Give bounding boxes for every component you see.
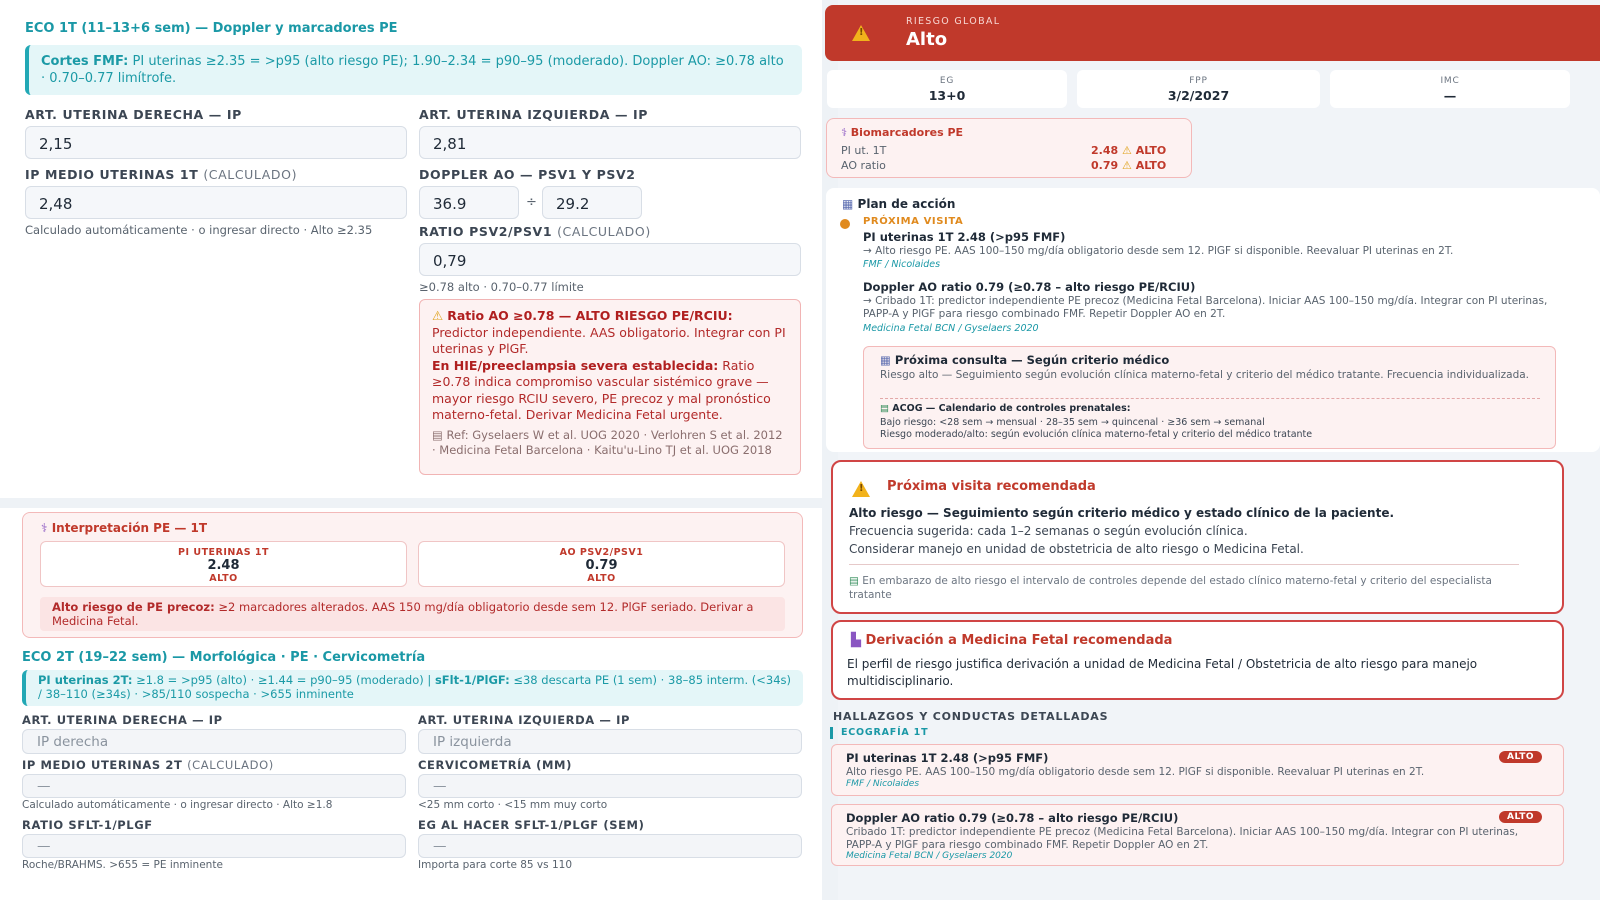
art-der-label: ART. UTERINA DERECHA — IP: [25, 107, 242, 122]
psv1-input[interactable]: 36.9: [419, 186, 519, 219]
finding-ref[interactable]: FMF / Nicolaides: [846, 779, 920, 789]
sflt-ratio-hint: Roche/BRAHMS. >655 = PE inminente: [22, 859, 223, 871]
next-visit-label: PRÓXIMA VISITA: [863, 216, 964, 227]
global-risk-banner: [825, 5, 1600, 61]
findings-subtitle: ECOGRAFÍA 1T: [830, 727, 928, 739]
divide-sign: ÷: [526, 195, 537, 210]
ip-medio-hint: Calculado automáticamente · o ingresar directo · Alto ≥2.35: [25, 223, 373, 237]
ao-ratio-alert: [419, 299, 801, 475]
finding-ref[interactable]: Medicina Fetal BCN / Gyselaers 2020: [846, 851, 1013, 861]
finding-title: Doppler AO ratio 0.79 (≥0.78 – alto riesgo PE/RCIU): [846, 811, 1179, 825]
alert-text: Predictor independiente. AAS obligatorio. Integrar con PI uterinas y PlGF.: [432, 324, 786, 356]
hospital-icon: ▙: [851, 633, 861, 648]
plan-item-title: Doppler AO ratio 0.79 (≥0.78 – alto riesgo PE/RCIU): [863, 280, 1196, 294]
card-value: 0.79: [585, 558, 618, 573]
doppler-label: DOPPLER AO — PSV1 Y PSV2: [419, 167, 636, 182]
finding-text: Cribado 1T: predictor independiente PE precoz (Medicina Fetal Barcelona). Iniciar AAS 100–150 mg/día. Integrar con PI uterinas, PAPP-A y PlGF para riesgo combinado FMF. Repetir Doppler AO en 2T.: [846, 826, 1519, 851]
stethoscope-icon: ⚕: [841, 126, 847, 139]
interpretation-title: ⚕ Interpretación PE — 1T: [41, 521, 208, 535]
plan-item-text: → Alto riesgo PE. AAS 100–150 mg/día obligatorio desde sem 12. PlGF si disponible. Reevaluar PI uterinas en 2T.: [863, 245, 1454, 257]
books-icon: ▤: [880, 403, 889, 414]
action-plan-panel: [826, 188, 1600, 452]
ratio-hint: ≥0.78 alto · 0.70–0.77 límite: [419, 280, 584, 294]
ip-medio-input[interactable]: 2,48: [25, 186, 407, 219]
plan-item-title: PI uterinas 1T 2.48 (>p95 FMF): [863, 230, 1066, 244]
art-izq-label: ART. UTERINA IZQUIERDA — IP: [419, 107, 649, 122]
status-dot: [840, 219, 850, 229]
acog-line: Riesgo moderado/alto: según evolución clínica materno-fetal y criterio del médico tratante: [880, 429, 1313, 440]
art-der-input[interactable]: 2,15: [25, 126, 407, 159]
art-izq-2t-input[interactable]: IP izquierda: [418, 729, 802, 754]
finding-card: [831, 744, 1564, 796]
interpretation-panel: [22, 512, 803, 638]
risk-value: Alto: [906, 29, 948, 50]
card-head: AO PSV2/PSV1: [559, 547, 644, 558]
divider: [880, 398, 1540, 399]
interpretation-note: Alto riesgo de PE precoz: ≥2 marcadores alterados. AAS 150 mg/día obligatorio desde sem 12. PlGF seriado. Derivar a Medicina Fetal.: [40, 597, 785, 631]
referral-title: ▙ Derivación a Medicina Fetal recomendada: [851, 633, 1173, 648]
eco1-title: ECO 1T (11–13+6 sem) — Doppler y marcadores PE: [25, 21, 398, 36]
calendar-icon: ▦: [880, 353, 891, 367]
alert-title: Ratio AO ≥0.78 — ALTO RIESGO PE/RCIU:: [447, 308, 733, 323]
section-divider: [0, 498, 822, 508]
consult-title: ▦ Próxima consulta — Según criterio médico: [880, 353, 1170, 367]
eg-sflt-label: EG AL HACER SFLT-1/PLGF (SEM): [418, 818, 645, 832]
cervicometria-input[interactable]: —: [418, 774, 802, 798]
plan-item-ref[interactable]: Medicina Fetal BCN / Gyselaers 2020: [863, 323, 1039, 334]
eco1-cutoffs-info: [25, 45, 802, 95]
books-icon: ▤: [849, 575, 859, 587]
eg-sflt-hint: Importa para corte 85 vs 110: [418, 859, 572, 871]
stat-imc: IMC —: [1330, 70, 1570, 108]
next-visit-line: Considerar manejo en unidad de obstetricia de alto riesgo o Medicina Fetal.: [849, 542, 1304, 556]
divider: [849, 564, 1519, 565]
referral-text: El perfil de riesgo justifica derivación a unidad de Medicina Fetal / Obstetricia de alto riesgo para manejo multidisciplinario.: [847, 657, 1478, 688]
alert-reference: Ref: Gyselaers W et al. UOG 2020 · Verlohren S et al. 2012 · Medicina Fetal Barcelona · Kaitu'u-Lino TJ et al. UOG 2018: [432, 427, 783, 457]
warning-icon: ⚠: [1121, 144, 1132, 157]
ip-medio-2t-input[interactable]: —: [22, 774, 406, 798]
consult-text: Riesgo alto — Seguimiento según evolución clínica materno-fetal y criterio del médico tratante. Frecuencia individualizada.: [880, 369, 1530, 381]
art-der-2t-input[interactable]: IP derecha: [22, 729, 406, 754]
plan-item-text: → Cribado 1T: predictor independiente PE precoz (Medicina Fetal Barcelona). Iniciar AAS 100–150 mg/día. Integrar con PI uterinas, PAPP-A y PlGF para riesgo combinado FMF. Repetir Doppler AO en 2T.: [863, 295, 1548, 320]
book-icon: ▤: [432, 427, 443, 442]
biomarkers-title: ⚕ Biomarcadores PE: [841, 126, 964, 139]
alert-hie-label: En HIE/preeclampsia severa establecida:: [432, 357, 719, 373]
stethoscope-icon: ⚕: [41, 521, 48, 535]
acog-line: Bajo riesgo: <28 sem → mensual · 28–35 sem → quincenal · ≥36 sem → semanal: [880, 417, 1265, 428]
biomarkers-panel: [826, 118, 1192, 178]
psv2-input[interactable]: 29.2: [542, 186, 642, 219]
alert-hie-text: Ratio ≥0.78 indica compromiso vascular sistémico grave — mayor riesgo RCIU severo, PE precoz y mal pronóstico materno-fetal. Derivar Medicina Fetal urgente.: [432, 357, 771, 422]
bio-row-name: AO ratio: [841, 159, 886, 172]
referral-panel: [831, 620, 1564, 700]
acog-title: ▤ ACOG — Calendario de controles prenatales:: [880, 403, 1131, 414]
bio-row-value: 2.48 ⚠ ALTO: [1091, 144, 1167, 157]
warning-icon: ⚠: [432, 308, 444, 323]
finding-title: PI uterinas 1T 2.48 (>p95 FMF): [846, 751, 1049, 765]
stat-eg: EG 13+0: [827, 70, 1067, 108]
findings-title: HALLAZGOS Y CONDUCTAS DETALLADAS: [833, 710, 1109, 723]
finding-badge: ALTO: [1499, 811, 1542, 823]
warning-icon: !: [852, 25, 870, 41]
art-izq-2t-label: ART. UTERINA IZQUIERDA — IP: [418, 713, 630, 727]
bio-row-value: 0.79 ⚠ ALTO: [1091, 159, 1167, 172]
cervicometria-label: CERVICOMETRÍA (MM): [418, 758, 572, 772]
pi-uterinas-card: [40, 541, 407, 587]
card-value: 2.48: [207, 558, 240, 573]
ao-ratio-card: [418, 541, 785, 587]
cervicometria-hint: <25 mm corto · <15 mm muy corto: [418, 799, 608, 811]
calendar-icon: ▦: [842, 197, 854, 211]
ip-medio-2t-label: IP MEDIO UTERINAS 2T (CALCULADO): [22, 758, 274, 772]
finding-badge: ALTO: [1499, 751, 1542, 763]
cutoffs-label: Cortes FMF:: [41, 54, 129, 69]
ip-medio-2t-hint: Calculado automáticamente · o ingresar directo · Alto ≥1.8: [22, 799, 333, 811]
ip-medio-label: IP MEDIO UTERINAS 1T (CALCULADO): [25, 167, 298, 182]
next-visit-panel: [831, 460, 1564, 614]
next-visit-bold: Alto riesgo — Seguimiento según criterio médico y estado clínico de la paciente.: [849, 506, 1395, 520]
art-der-2t-label: ART. UTERINA DERECHA — IP: [22, 713, 223, 727]
consult-box: [863, 346, 1556, 449]
warning-icon: ⚠: [1121, 159, 1132, 172]
card-head: PI UTERINAS 1T: [178, 547, 269, 558]
next-visit-title: Próxima visita recomendada: [887, 479, 1096, 494]
action-plan-title: ▦ Plan de acción: [842, 197, 956, 211]
plan-item-ref[interactable]: FMF / Nicolaides: [863, 259, 941, 270]
ratio-label: RATIO PSV2/PSV1 (CALCULADO): [419, 224, 651, 239]
eco2-title: ECO 2T (19–22 sem) — Morfológica · PE · Cervicometría: [22, 650, 426, 665]
art-izq-input[interactable]: 2,81: [419, 126, 801, 159]
bio-row-name: PI ut. 1T: [841, 144, 887, 157]
finding-card: [831, 804, 1564, 866]
stat-fpp: FPP 3/2/2027: [1077, 70, 1320, 108]
cutoffs-text: PI uterinas ≥2.35 = >p95 (alto riesgo PE); 1.90–2.34 = p90–95 (moderado). Doppler AO: ≥0.78 alto · 0.70–0.77 limítrofe.: [41, 54, 784, 86]
finding-text: Alto riesgo PE. AAS 100–150 mg/día obligatorio desde sem 12. PlGF si disponible. Reevaluar PI uterinas en 2T.: [846, 766, 1425, 778]
eg-sflt-input[interactable]: —: [418, 834, 802, 858]
ratio-input[interactable]: 0,79: [419, 243, 801, 276]
card-status: ALTO: [209, 573, 238, 584]
warning-icon: !: [852, 481, 870, 497]
risk-label: RIESGO GLOBAL: [906, 16, 1001, 27]
sflt-ratio-input[interactable]: —: [22, 834, 406, 858]
eco2-cutoffs-info: PI uterinas 2T: ≥1.8 = >p95 (alto) · ≥1.44 = p90–95 (moderado) | sFlt-1/PlGF: ≤38 descarta PE (1 sem) · 38–85 interm. (<34s) / 38–110 (≥34s) · >85/110 sospecha · >655 inminente: [22, 670, 803, 706]
card-status: ALTO: [587, 573, 616, 584]
sflt-ratio-label: RATIO SFLT-1/PLGF: [22, 818, 153, 832]
next-visit-note: ▤ En embarazo de alto riesgo el intervalo de controles depende del estado clínico materno-fetal y criterio del especialista tratante: [849, 575, 1492, 601]
next-visit-line: Frecuencia sugerida: cada 1–2 semanas o según evolución clínica.: [849, 524, 1248, 538]
